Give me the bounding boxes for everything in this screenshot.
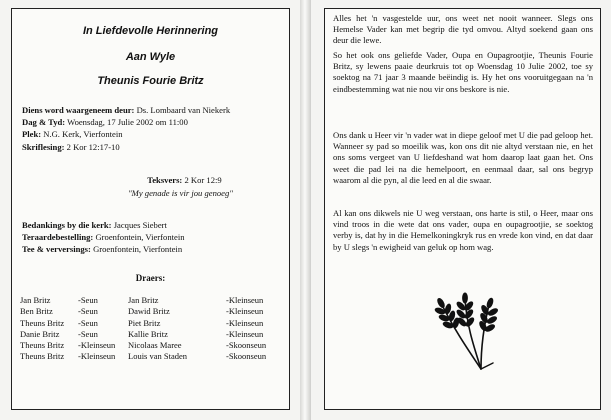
table-row: Theuns Britz -Seun Piet Britz -Kleinseun bbox=[20, 317, 264, 328]
bearers-heading: Draers: bbox=[135, 273, 166, 283]
leader-label: Diens word waargeneem deur: bbox=[22, 105, 135, 115]
verse-value: 2 Kor 12:9 bbox=[184, 175, 222, 185]
book-gutter bbox=[300, 0, 311, 420]
burial-label: Teraardebestelling: bbox=[22, 232, 94, 243]
paragraph-1: Alles het 'n vasgestelde uur, ons weet net nooit wanneer. Slegs ons Hemelse Vader kan met begrip die tyd omvou. Altyd soekend gaan ons deur die lewe. bbox=[333, 13, 593, 46]
verse-label: Teksvers: bbox=[147, 175, 183, 185]
page-title: In Liefdevolle Herinnering bbox=[82, 25, 219, 37]
datetime-value: Woensdag, 17 Julie 2002 om 11:00 bbox=[67, 117, 188, 128]
verse-quote: "My genade is vir jou genoeg" bbox=[128, 188, 233, 198]
church-value: Jacques Siebert bbox=[113, 220, 167, 230]
table-row: Theuns Britz -Kleinseun Louis van Staden -Skoonseun bbox=[20, 351, 267, 362]
paragraph-4: Al kan ons dikwels nie U weg verstaan, ons harte is stil, o Heer, maar ons vind troos in die wete dat ons vader, oupa en oupagrootjie, se soektog verby is, dat hy in die Hemelkoningkryk rus en vrede kon vind, en dat daar by U slegs 'n ewigheid van geluk op hom wag. bbox=[333, 208, 593, 252]
deceased-name: Theunis Fourie Britz bbox=[97, 75, 204, 87]
service-details bbox=[22, 104, 230, 153]
subtitle: Aan Wyle bbox=[125, 51, 176, 63]
paragraph-2: So het ook ons geliefde Vader, Oupa en Oupagrootjie, Theunis Fourie Britz, sy lewens paaie deurkruis tot op Woensdag 10 Julie 2002, toe sy soektog na 71 jaar 3 maande beëindig is. Hy het ons vooruitgegaan na 'n eindbestemming wat nie nou vir ons beskore is nie. bbox=[333, 50, 593, 94]
scripture-value: 2 Kor 12:17-10 bbox=[66, 141, 120, 152]
thanks-details bbox=[22, 219, 185, 256]
table-row: Danie Britz -Seun Kallie Britz -Kleinseun bbox=[20, 328, 264, 339]
place-value: N.G. Kerk, Vierfontein bbox=[43, 129, 123, 140]
tea-label: Tee & verversings: bbox=[22, 244, 91, 255]
paragraph-3: Ons dank u Heer vir 'n vader wat in diepe geloof met U die pad geloop het. Wanneer sy pad so moeilik was, kon ons dit nie altyd verstaan nie, en het ons soms vergeet van U liefdeshand wat hom daarop laat gaan het. Ons weet die pad lei na die hemelpoort, en eenmaal daar, sal ons begryp waarom al die pyn, al die leed en al die swaar. bbox=[333, 130, 593, 185]
left-frame bbox=[11, 8, 290, 410]
place-label: Plek: bbox=[22, 129, 42, 140]
church-label: Bedankings by die kerk: bbox=[22, 220, 112, 230]
table-row: Jan Britz -Seun Jan Britz -Kleinseun bbox=[20, 295, 264, 305]
burial-value: Groenfontein, Vierfontein bbox=[95, 232, 185, 243]
wheat-icon bbox=[419, 291, 509, 371]
scripture-label: Skriflesing: bbox=[22, 141, 65, 152]
table-row: Ben Britz -Seun Dawid Britz -Kleinseun bbox=[20, 306, 264, 317]
text-verse bbox=[46, 174, 323, 186]
right-frame bbox=[324, 8, 601, 410]
tea-value: Groenfontein, Vierfontein bbox=[93, 244, 183, 255]
leader-value: Ds. Lombaard van Niekerk bbox=[136, 105, 231, 115]
table-row: Theuns Britz -Kleinseun Nicolaas Maree -Skoonseun bbox=[20, 340, 267, 351]
datetime-label: Dag & Tyd: bbox=[22, 117, 66, 128]
bearers-table bbox=[20, 295, 286, 363]
